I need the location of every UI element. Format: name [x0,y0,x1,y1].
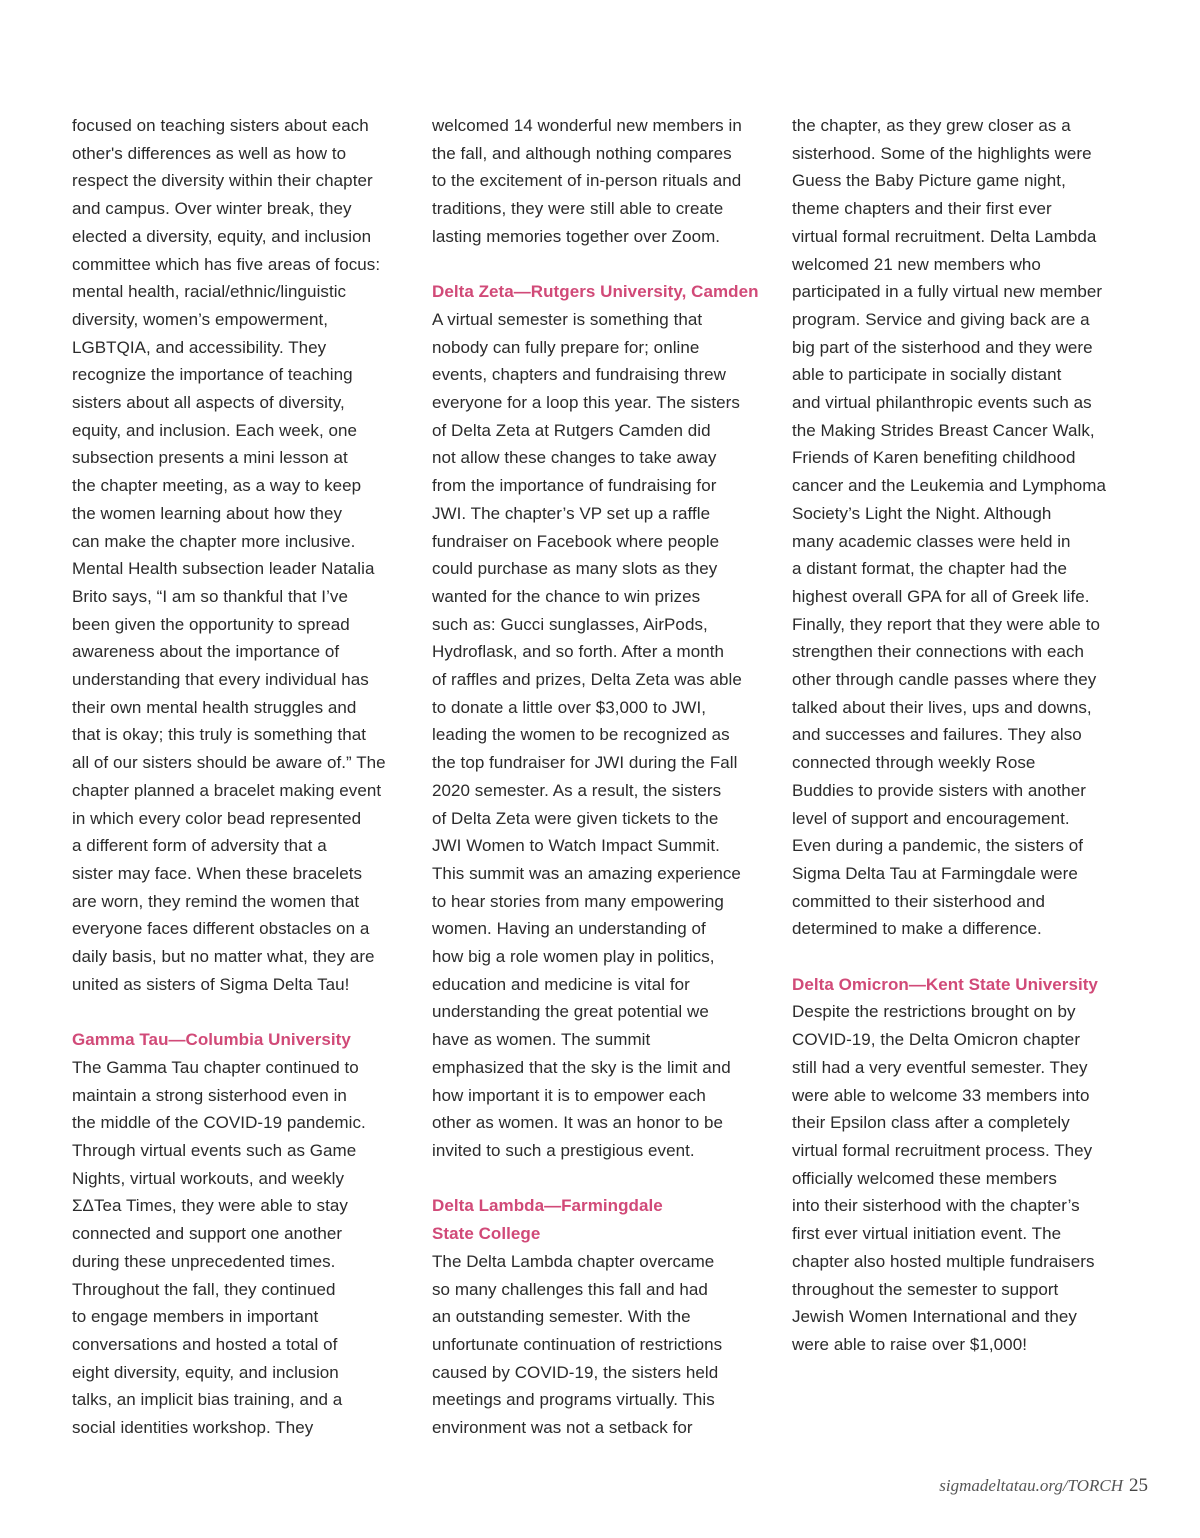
body-line: The Delta Lambda chapter overcame [432,1251,715,1271]
body-line: the Making Strides Breast Cancer Walk, [792,420,1095,440]
column-1 [72,112,412,1442]
section-heading-delta-lambda: Delta Lambda—Farmingdale [432,1196,663,1216]
body-line: into their sisterhood with the chapter’s [792,1196,1080,1216]
body-line: to donate a little over $3,000 to JWI, [432,697,707,717]
body-line: sisters about all aspects of diversity, [72,393,345,413]
body-line: an outstanding semester. With the [432,1307,691,1327]
body-line: connected and support one another [72,1224,343,1244]
body-line: many academic classes were held in [792,531,1071,551]
section-heading-delta-omicron: Delta Omicron—Kent State University [792,974,1098,994]
body-line: talked about their lives, ups and downs, [792,697,1092,717]
body-line: a different form of adversity that a [72,836,327,856]
paragraph-gap [432,251,774,279]
body-line: social identities workshop. They [72,1418,314,1438]
body-line: other's differences as well as how to [72,143,347,163]
body-line: equity, and inclusion. Each week, one [72,420,358,440]
body-line: program. Service and giving back are a [792,309,1090,329]
body-line: to the excitement of in-person rituals and [432,171,742,191]
body-line: focused on teaching sisters about each [72,116,369,135]
body-line: Through virtual events such as Game [72,1141,357,1160]
body-line: meetings and programs virtually. This [432,1390,715,1410]
paragraph-gap [792,943,1138,971]
body-line: determined to make a difference. [792,919,1042,939]
body-line: Buddies to provide sisters with another [792,780,1086,800]
body-line: participated in a fully virtual new member [792,282,1103,302]
body-line: how big a role women play in politics, [432,947,715,967]
body-line: sister may face. When these bracelets [72,863,363,883]
body-line: level of support and encouragement. [792,808,1070,828]
body-line: from the importance of fundraising for [432,476,717,496]
body-line: Hydroflask, and so forth. After a month [432,642,725,662]
body-line: of Delta Zeta at Rutgers Camden did [432,420,711,440]
body-line: eight diversity, equity, and inclusion [72,1362,339,1382]
body-line: of Delta Zeta were given tickets to the [432,808,719,828]
body-line: are worn, they remind the women that [72,891,360,911]
body-line: highest overall GPA for all of Greek life. [792,586,1090,606]
paragraph-gap [72,999,412,1027]
body-line: conversations and hosted a total of [72,1334,338,1354]
body-line: unfortunate continuation of restrictions [432,1334,723,1354]
body-line: nobody can fully prepare for; online [432,337,700,357]
body-line: A virtual semester is something that [432,309,703,329]
body-line: recognize the importance of teaching [72,365,353,385]
body-line: strengthen their connections with each [792,642,1085,662]
body-line: so many challenges this fall and had [432,1279,708,1299]
body-line: Jewish Women International and they [792,1307,1077,1327]
body-line: The Gamma Tau chapter continued to [72,1057,359,1077]
body-line: other as women. It was an honor to be [432,1113,724,1133]
body-line: big part of the sisterhood and they were [792,337,1093,357]
body-line: events, chapters and fundraising threw [432,365,726,385]
body-line: daily basis, but no matter what, they are [72,947,375,967]
body-line: committee which has five areas of focus: [72,254,381,274]
body-line: elected a diversity, equity, and inclusion [72,226,372,246]
body-line: their own mental health struggles and [72,697,357,717]
body-line: united as sisters of Sigma Delta Tau! [72,974,350,994]
body-line: ΣΔTea Times, they were able to stay [72,1196,348,1216]
body-line: Brito says, “I am so thankful that I’ve [72,586,348,606]
body-line: have as women. The summit [432,1030,651,1050]
body-line: women. Having an understanding of [432,919,706,939]
body-line: Throughout the fall, they continued [72,1279,336,1299]
body-line: Nights, virtual workouts, and weekly [72,1168,345,1188]
body-line: chapter planned a bracelet making event [72,780,382,800]
body-line: can make the chapter more inclusive. [72,531,356,551]
body-line: welcomed 21 new members who [792,254,1041,274]
body-line: the chapter, as they grew closer as a [792,116,1071,135]
body-line: of raffles and prizes, Delta Zeta was able [432,670,742,690]
body-line: JWI. The chapter’s VP set up a raffle [432,503,711,523]
body-line: the women learning about how they [72,503,343,523]
body-line: mental health, racial/ethnic/linguistic [72,282,347,302]
page-number: 25 [1129,1475,1148,1496]
body-line: Society’s Light the Night. Although [792,503,1052,523]
body-line: Mental Health subsection leader Natalia [72,559,375,579]
body-line: virtual formal recruitment. Delta Lambda [792,226,1097,246]
body-line: were able to welcome 33 members into [792,1085,1090,1105]
section-heading-delta-lambda-cont: State College [432,1224,541,1244]
body-line: such as: Gucci sunglasses, AirPods, [432,614,708,634]
body-line: caused by COVID-19, the sisters held [432,1362,719,1382]
body-line: COVID-19, the Delta Omicron chapter [792,1030,1081,1050]
body-line: able to participate in socially distant [792,365,1062,385]
body-line: cancer and the Leukemia and Lymphoma [792,476,1106,496]
body-line: 2020 semester. As a result, the sisters [432,780,722,800]
body-line: emphasized that the sky is the limit and [432,1057,731,1077]
body-line: theme chapters and their first ever [792,199,1052,219]
body-line: all of our sisters should be aware of.” The [72,753,386,773]
body-line: the top fundraiser for JWI during the Fall [432,753,738,773]
body-line: Finally, they report that they were able to [792,614,1100,634]
column-3 [792,112,1138,1359]
body-line: connected through weekly Rose [792,753,1036,773]
body-line: respect the diversity within their chapter [72,171,373,191]
body-line: their Epsilon class after a completely [792,1113,1070,1133]
paragraph-gap [432,1165,774,1193]
section-heading-gamma-tau: Gamma Tau—Columbia University [72,1030,351,1050]
body-line: throughout the semester to support [792,1279,1059,1299]
body-line: everyone for a loop this year. The sisters [432,393,740,413]
body-line: leading the women to be recognized as [432,725,730,745]
body-line: fundraiser on Facebook where people [432,531,720,551]
body-line: This summit was an amazing experience [432,863,741,883]
body-line: environment was not a setback for [432,1418,693,1438]
body-line: education and medicine is vital for [432,974,690,994]
body-line: committed to their sisterhood and [792,891,1045,911]
body-line: LGBTQIA, and accessibility. They [72,337,327,357]
body-line: officially welcomed these members [792,1168,1057,1188]
body-line: still had a very eventful semester. They [792,1057,1088,1077]
body-line: subsection presents a mini lesson at [72,448,348,468]
body-line: could purchase as many slots as they [432,559,718,579]
body-line: and virtual philanthropic events such as [792,393,1092,413]
body-line: welcomed 14 wonderful new members in [432,116,742,135]
body-line: lasting memories together over Zoom. [432,226,721,246]
body-line: JWI Women to Watch Impact Summit. [432,836,720,856]
body-line: how important it is to empower each [432,1085,706,1105]
body-line: first ever virtual initiation event. The [792,1224,1062,1244]
body-line: to hear stories from many empowering [432,891,724,911]
body-line: maintain a strong sisterhood even in [72,1085,347,1105]
section-heading-delta-zeta: Delta Zeta—Rutgers University, Camden [432,282,759,302]
body-line: invited to such a prestigious event. [432,1141,695,1160]
body-line: chapter also hosted multiple fundraisers [792,1251,1095,1271]
body-line: been given the opportunity to spread [72,614,350,634]
body-line: and campus. Over winter break, they [72,199,352,219]
body-line: were able to raise over $1,000! [792,1334,1027,1354]
body-line: Guess the Baby Picture game night, [792,171,1066,191]
body-line: the chapter meeting, as a way to keep [72,476,362,496]
body-line: to engage members in important [72,1307,319,1327]
body-line: understanding the great potential we [432,1002,709,1022]
body-line: Friends of Karen benefiting childhood [792,448,1076,468]
body-line: understanding that every individual has [72,670,369,690]
body-line: wanted for the chance to win prizes [432,586,701,606]
body-line: during these unprecedented times. [72,1251,336,1271]
body-line: Even during a pandemic, the sisters of [792,836,1084,856]
body-line: talks, an implicit bias training, and a [72,1390,343,1410]
body-line: a distant format, the chapter had the [792,559,1067,579]
body-line: not allow these changes to take away [432,448,717,468]
footer-site-link[interactable]: sigmadeltatau.org/TORCH [939,1476,1123,1495]
body-line: the middle of the COVID-19 pandemic. [72,1113,366,1133]
body-line: the fall, and although nothing compares [432,143,732,163]
body-line: traditions, they were still able to create [432,199,724,219]
column-2 [432,112,774,1442]
page-footer [939,1475,1148,1497]
body-line: everyone faces different obstacles on a [72,919,370,939]
body-line: Sigma Delta Tau at Farmingdale were [792,863,1078,883]
body-line: in which every color bead represented [72,808,362,828]
body-line: that is okay; this truly is something that [72,725,367,745]
body-line: Despite the restrictions brought on by [792,1002,1076,1022]
body-line: virtual formal recruitment process. They [792,1141,1093,1160]
body-line: sisterhood. Some of the highlights were [792,143,1092,163]
body-line: awareness about the importance of [72,642,340,662]
body-line: other through candle passes where they [792,670,1097,690]
body-line: and successes and failures. They also [792,725,1082,745]
body-line: diversity, women’s empowerment, [72,309,329,329]
